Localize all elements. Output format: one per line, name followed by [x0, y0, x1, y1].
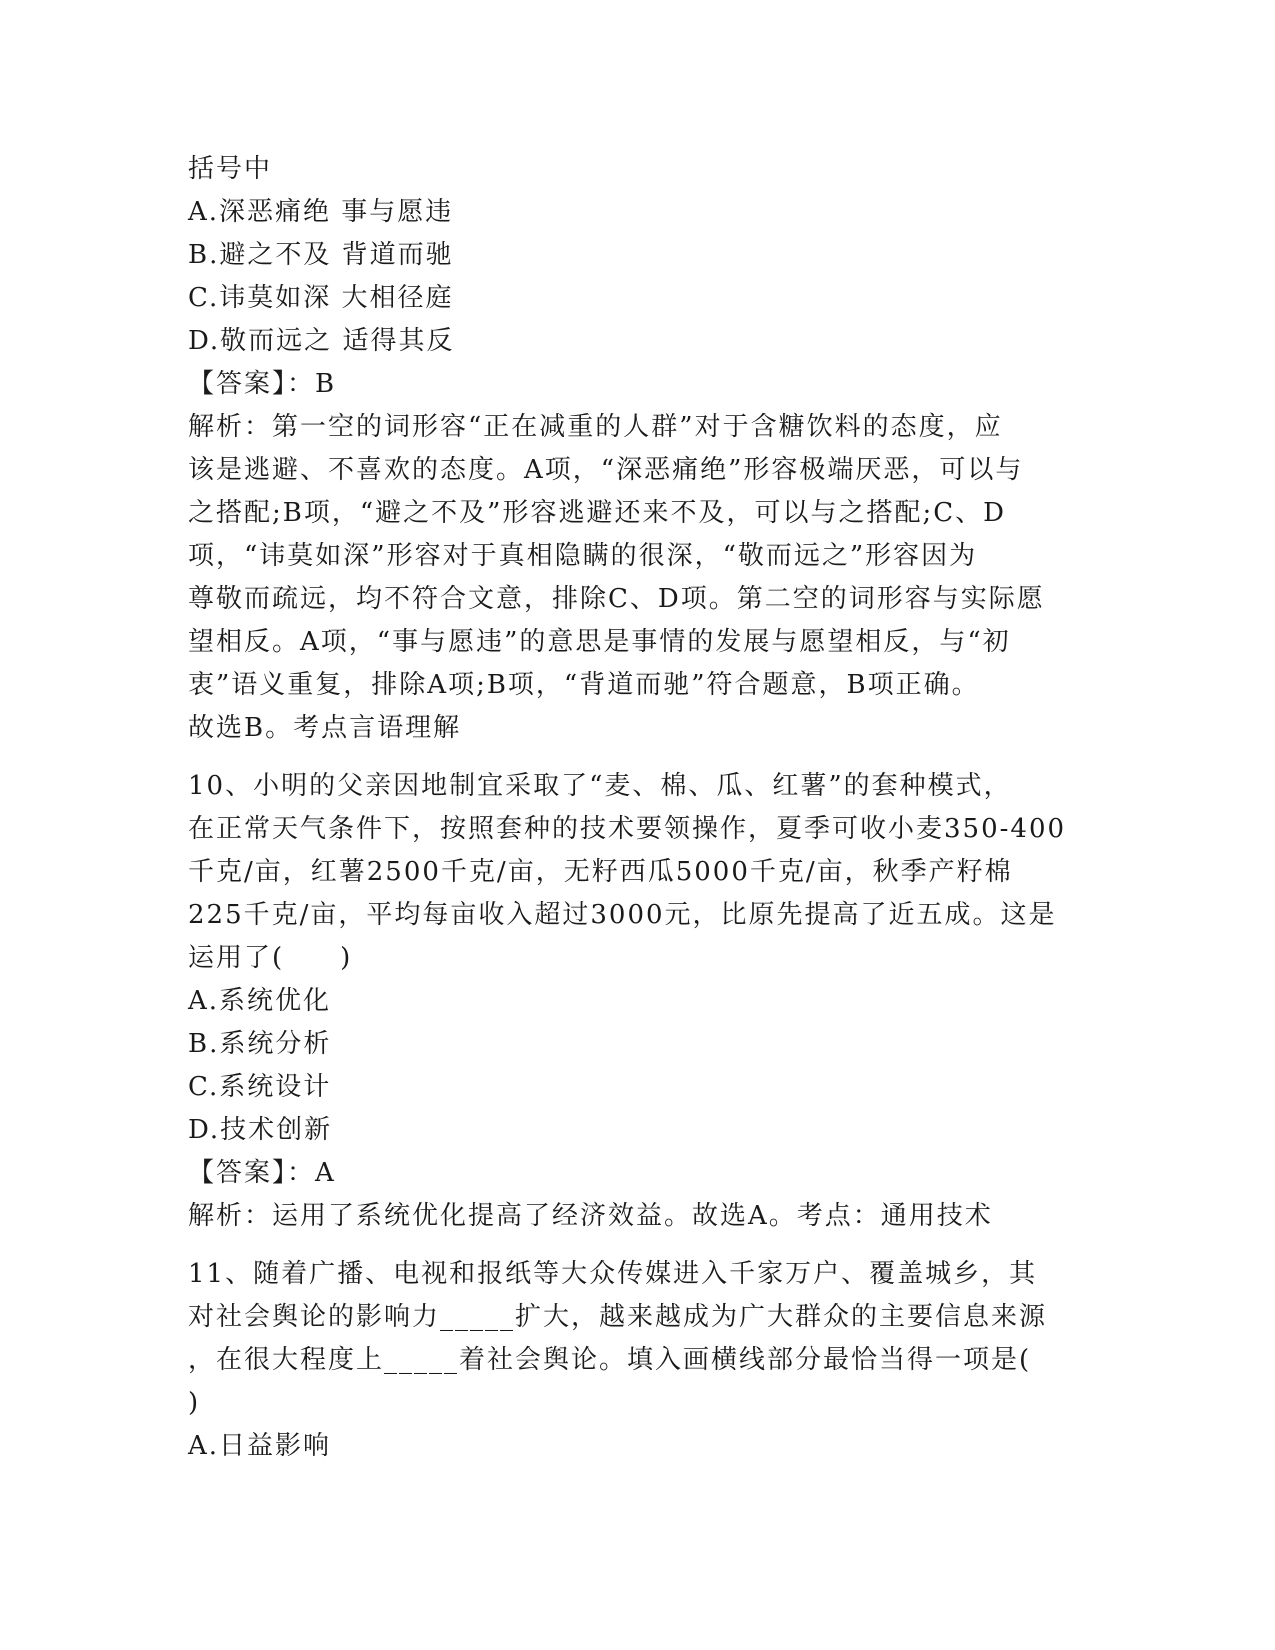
question-9-analysis-line: 故选B。考点言语理解 — [188, 713, 462, 743]
question-10-option-b: B.系统分析 — [188, 1029, 332, 1059]
question-9-analysis-line: 项，“讳莫如深”形容对于真相隐瞒的很深，“敬而远之”形容因为 — [188, 541, 978, 571]
question-10-stem-line: 10、小明的父亲因地制宜采取了“麦、棉、瓜、红薯”的套种模式， — [188, 771, 1012, 801]
question-9-option-a: A.深恶痛绝 事与愿违 — [188, 197, 454, 227]
question-9-answer: 【答案】：B — [188, 369, 337, 399]
question-10-stem-line: 225千克/亩，平均每亩收入超过3000元，比原先提高了近五成。这是 — [188, 900, 1057, 930]
question-9-analysis-line: 该是逃避、不喜欢的态度。A项，“深恶痛绝”形容极端厌恶，可以与 — [188, 455, 1024, 485]
question-spacer — [188, 1238, 1088, 1253]
question-11-stem-line: 对社会舆论的影响力_____扩大，越来越成为广大群众的主要信息来源 — [188, 1302, 1048, 1332]
question-11-stem-line: ，在很大程度上_____着社会舆论。填入画横线部分最恰当得一项是( — [188, 1345, 1032, 1375]
question-10-analysis-line: 解析：运用了系统优化提高了经济效益。故选A。考点：通用技术 — [188, 1201, 993, 1231]
question-9-stem-tail: 括号中 — [188, 154, 273, 184]
question-9-option-b: B.避之不及 背道而驰 — [188, 240, 454, 270]
question-10-option-c: C.系统设计 — [188, 1072, 332, 1102]
question-9-analysis-line: 尊敬而疏远，均不符合文意，排除C、D项。第二空的词形容与实际愿 — [188, 584, 1045, 614]
question-9-analysis-line: 之搭配;B项，“避之不及”形容逃避还来不及，可以与之搭配;C、D — [188, 498, 1006, 528]
question-10-option-a: A.系统优化 — [188, 986, 332, 1016]
question-10-stem-line: 在正常天气条件下，按照套种的技术要领操作，夏季可收小麦350-400 — [188, 814, 1067, 844]
question-11-stem-line: 11、随着广播、电视和报纸等大众传媒进入千家万户、覆盖城乡，其 — [188, 1259, 1038, 1289]
question-9-analysis-line: 衷”语义重复，排除A项;B项，“背道而驰”符合题意，B项正确。 — [188, 670, 980, 700]
question-9-option-d: D.敬而远之 适得其反 — [188, 326, 455, 356]
question-10-stem-line: 运用了( ) — [188, 943, 353, 973]
question-11-stem-line: ) — [188, 1388, 201, 1418]
question-9-analysis-line: 解析：第一空的词形容“正在减重的人群”对于含糖饮料的态度，应 — [188, 412, 1003, 442]
question-9-analysis-line: 望相反。A项，“事与愿违”的意思是事情的发展与愿望相反，与“初 — [188, 627, 1011, 657]
question-11-option-a: A.日益影响 — [188, 1431, 332, 1461]
question-10-answer: 【答案】：A — [188, 1158, 336, 1188]
question-10-stem-line: 千克/亩，红薯2500千克/亩，无籽西瓜5000千克/亩，秋季产籽棉 — [188, 857, 1013, 887]
question-9-option-c: C.讳莫如深 大相径庭 — [188, 283, 454, 313]
question-10-option-d: D.技术创新 — [188, 1115, 333, 1145]
question-spacer — [188, 750, 1088, 765]
document-body — [188, 148, 1088, 1468]
